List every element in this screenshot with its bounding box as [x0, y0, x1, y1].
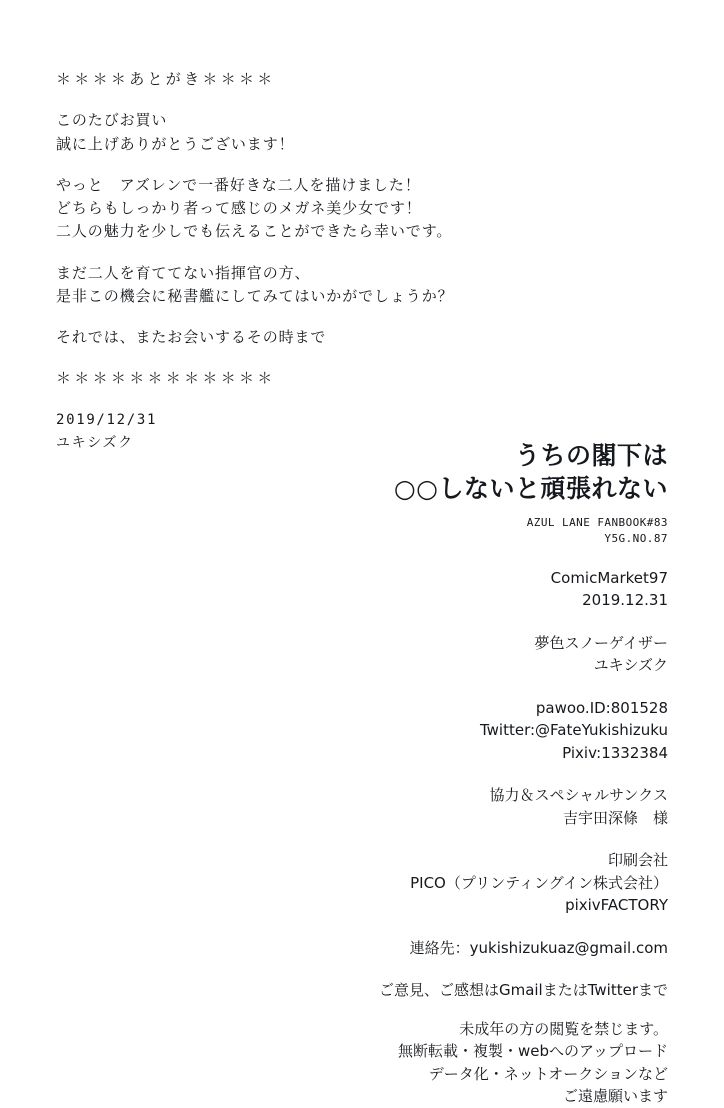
- pawoo-id: pawoo.ID:801528: [535, 698, 668, 717]
- printer-label: 印刷会社: [607, 851, 668, 870]
- circle-info: [208, 632, 668, 677]
- feedback-note: [208, 979, 668, 1002]
- notice-line-2: 無断転載・複製・webへのアップロード: [398, 1042, 668, 1061]
- afterword-author: ユキシズク: [56, 435, 134, 452]
- afterword-section: [56, 68, 476, 474]
- afterword-heading: [56, 68, 476, 91]
- afterword-body1-line-2: どちらもしっかり者って感じのメガネ美少女です！: [56, 199, 422, 217]
- afterword-closing: [56, 326, 476, 349]
- twitter-handle: Twitter:@FateYukishizuku: [479, 721, 668, 740]
- afterword-date: 2019/12/31: [56, 411, 158, 428]
- fanbook-label: AZUL LANE FANBOOK#83: [526, 516, 668, 529]
- feedback-text: ご意見、ご感想はGmailまたはTwitterまで: [378, 981, 668, 1000]
- afterword-closing-text: それでは、またお会いするその時まで: [56, 328, 327, 346]
- printer-info: [208, 849, 668, 917]
- colophon-section: [208, 440, 668, 1108]
- event-date: 2019.12.31: [582, 591, 668, 610]
- afterword-body-2: [56, 262, 476, 309]
- circle-name: 夢色スノーゲイザー: [534, 633, 668, 652]
- printer-name: PICO（プリンティングイン株式会社）: [410, 873, 668, 892]
- afterword-body-1: [56, 174, 476, 244]
- legal-notice: [208, 1018, 668, 1108]
- afterword-heading-text: ＊＊＊＊あとがき＊＊＊＊: [56, 70, 276, 88]
- special-thanks: [208, 784, 668, 829]
- event-info: [208, 567, 668, 612]
- special-thanks-name: 吉宇田深條 様: [562, 808, 668, 827]
- afterword-divider-text: ＊＊＊＊＊＊＊＊＊＊＊＊: [56, 369, 276, 388]
- contact-email: 連絡先：yukishizukuaz@gmail.com: [409, 938, 668, 957]
- afterword-thanks-line-1: このたびお買い: [56, 111, 168, 130]
- afterword-body2-line-2: 是非この機会に秘書艦にしてみてはいかがでしょうか？: [56, 286, 454, 305]
- social-info: [208, 697, 668, 765]
- afterword-divider: [56, 367, 476, 390]
- afterword-body2-line-1: まだ二人を育ててない指揮官の方、: [56, 263, 311, 282]
- notice-line-4: ご遠慮願います: [562, 1087, 668, 1106]
- notice-line-3: データ化・ネットオークションなど: [428, 1064, 668, 1083]
- book-title-line-2: ○○しないと頑張れない: [393, 473, 668, 503]
- fanbook-code: Y5G.NO.87: [604, 531, 668, 545]
- notice-line-1: 未成年の方の閲覧を禁じます。: [459, 1019, 668, 1038]
- contact-info: [208, 937, 668, 960]
- circle-author: ユキシズク: [593, 656, 668, 675]
- special-thanks-label: 協力＆スペシャルサンクス: [489, 786, 668, 805]
- afterword-body1-line-3: 二人の魅力を少しでも伝えることができたら幸いです。: [56, 222, 453, 241]
- afterword-body1-line-1: やっと アズレンで一番好きな二人を描けました！: [56, 175, 421, 194]
- event-name: ComicMarket97: [550, 568, 668, 587]
- book-title-line-1: うちの閣下は: [514, 441, 668, 470]
- afterword-thanks-line-2: 誠に上げありがとうございます！: [56, 134, 295, 153]
- pixiv-id: Pixiv:1332384: [562, 743, 668, 762]
- afterword-thanks: [56, 109, 476, 156]
- printer-extra: pixivFACTORY: [565, 896, 668, 915]
